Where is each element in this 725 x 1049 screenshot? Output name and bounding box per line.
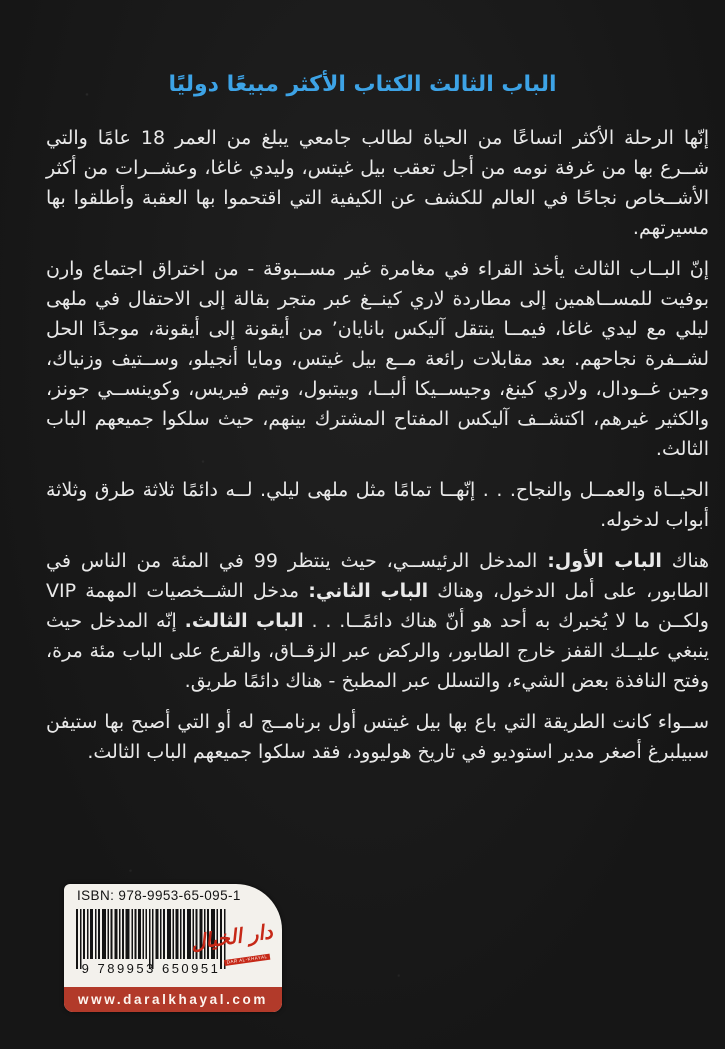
barcode-label: [64, 884, 282, 1012]
paragraph-1: إنّها الرحلة الأكثر اتساعًا من الحياة لطالب جامعي يبلغ من العمر 18 عامًا والتي شــرع بها من غرفة نومه من أجل تعقب بيل غيتس، وليدي غاغا، وعشــرات من أكثر الأشــخاص نجاحًا في العالم للكشف عن الكيفية التي اقتحموا بها العقبة وأطلقوا بها مسيرتهم.: [46, 127, 710, 239]
paragraph-4-text: هناك: [661, 550, 709, 572]
bold-phrase-second-door: الباب الثاني:: [308, 580, 429, 602]
paragraph-4: [46, 546, 709, 696]
bold-phrase-third-door: الباب الثالث.: [184, 610, 304, 632]
barcode-digits: 9 789953 650951: [81, 961, 221, 976]
paragraph-4-text: إنّه المدخل حيث ينبغي عليــك القفز خارج الطابور، والركض عبر الزقــاق، والقرع على الباب مئة مرة، وفتح النافذة بعض الشيء، والتسلل عبر المطبخ - هناك دائمًا طريق.: [46, 610, 709, 692]
blurb-text: [46, 123, 709, 767]
isbn-text: ISBN: 978-9953-65-095-1: [77, 888, 241, 903]
website-strip: www.daralkhayal.com: [64, 987, 282, 1012]
paragraph-5: ســواء كانت الطريقة التي باع بها بيل غيتس أول برنامــج له أو التي أصبح بها ستيفن سبيلبرغ أصغر مدير استوديو في تاريخ هوليوود، فقد سلكوا جميعهم الباب الثالث.: [46, 711, 709, 763]
paragraph-4-text: مدخل الشــخصيات المهمة VIP ولكــن ما لا يُخبرك به أحد هو أنّ هناك دائمًــا. . .: [46, 580, 709, 632]
publisher-logo: [189, 919, 276, 969]
publisher-logo-caption: DAR AL-KHAYAL: [224, 954, 270, 966]
paragraph-4-text: المدخل الرئيســي، حيث ينتظر 99 في المئة من الناس في الطابور، على أمل الدخول، وهناك: [46, 550, 709, 602]
cover-tagline: الباب الثالث الكتاب الأكثر مبيعًا دوليًا: [168, 72, 557, 97]
bold-phrase-first-door: الباب الأول:: [547, 550, 662, 572]
paragraph-3: الحيــاة والعمــل والنجاح. . . إنّهــا تمامًا مثل ملهى ليلي. لــه دائمًا ثلاثة طرق وثلاثة أبواب لدخوله.: [46, 479, 709, 531]
publisher-name: دار الخيال: [189, 919, 275, 955]
paragraph-2: إنّ البــاب الثالث يأخذ القراء في مغامرة غير مســبوقة - من اختراق اجتماع وارن بوفيت للمســاهمين إلى مطاردة لاري كينــغ عبر متجر بقالة إلى الاحتفال في ملهى ليلي مع ليدي غاغا، فيمــا ينتقل آليكس بانايان’ من أيقونة إلى أيقونة، موجدًا الحل لشــفرة نجاحهم. بعد مقابلات رائعة مــع بيل غيتس، ومايا أنجيلو، وســتيف وزنياك، وجين غــودال، ولاري كينغ، وجيســيكا ألبــا، وبيتبول، وتيم فيريس، وكوينســي جونز، والكثير غيرهم، اكتشــف آليكس المفتاح المشترك بينهم، حيث سلكوا جميعهم الباب الثالث.: [46, 258, 709, 460]
